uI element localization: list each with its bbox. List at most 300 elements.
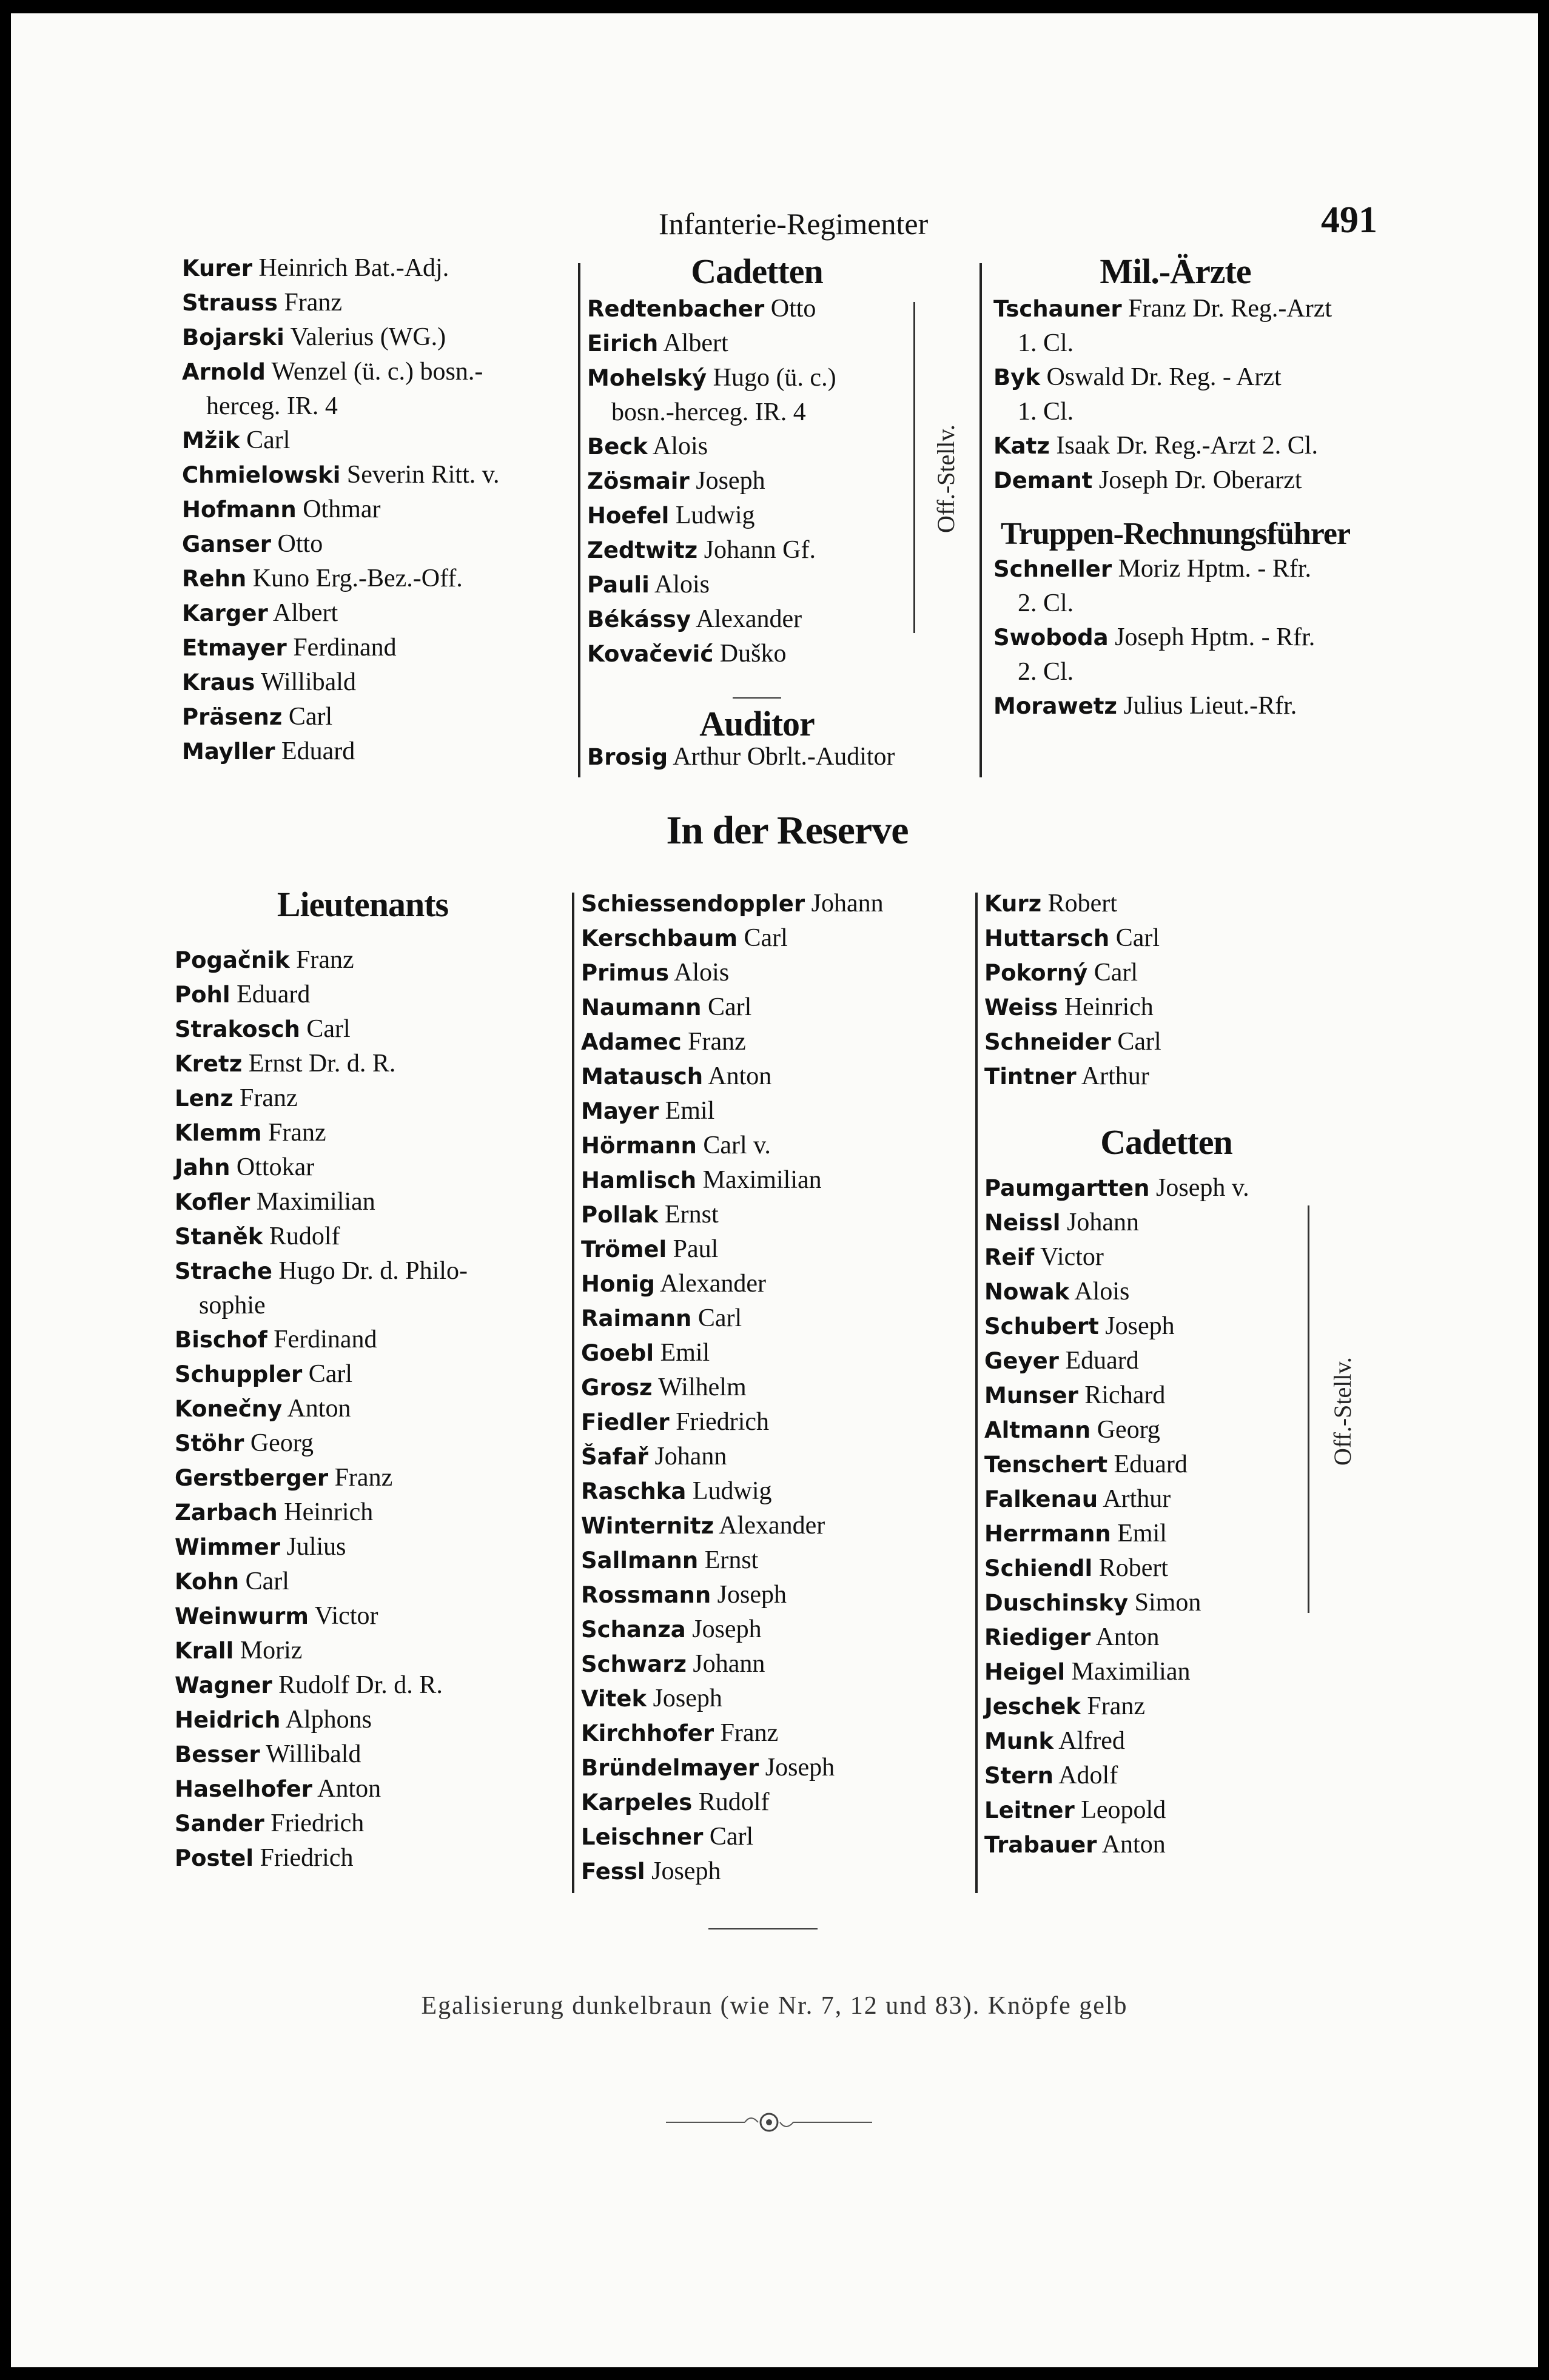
list-item xyxy=(581,1301,969,1336)
given-name: Joseph v. xyxy=(1149,1174,1249,1202)
list-item xyxy=(581,1232,969,1267)
reserve-lieutenants-column xyxy=(175,884,575,1876)
surname: Jahn xyxy=(175,1155,230,1181)
list-item xyxy=(581,1059,969,1094)
given-name: Richard xyxy=(1078,1381,1166,1409)
list-item xyxy=(984,1025,1397,1059)
list-item xyxy=(182,458,582,492)
given-name: Arthur xyxy=(1076,1062,1149,1090)
continuation: 1. Cl. xyxy=(1018,329,1074,357)
list-item xyxy=(182,355,582,423)
list-item xyxy=(984,1689,1397,1724)
list-item xyxy=(587,361,951,429)
given-name: Albert xyxy=(658,329,728,357)
given-name: Alexander xyxy=(714,1512,825,1540)
given-name: Duško xyxy=(713,640,787,668)
given-name: Robert xyxy=(1041,890,1117,917)
given-name: Carl xyxy=(1111,1028,1161,1056)
given-name: Rudolf Dr. d. R. xyxy=(272,1671,443,1699)
surname: Stöhr xyxy=(175,1430,244,1456)
surname: Byk xyxy=(993,364,1040,391)
list-item xyxy=(587,568,951,602)
surname: Šafař xyxy=(581,1444,648,1470)
list-item xyxy=(581,1267,969,1301)
given-name: Maximilian xyxy=(250,1188,375,1216)
given-name: Joseph xyxy=(645,1857,721,1885)
surname: Schiessendoppler xyxy=(581,891,805,917)
given-name: Carl xyxy=(282,703,333,731)
list-item xyxy=(581,921,969,956)
list-item xyxy=(581,1094,969,1128)
running-header: Infanterie-Regimenter xyxy=(659,207,929,241)
list-item xyxy=(175,1737,575,1772)
given-name: Otto xyxy=(271,530,323,558)
column-divider xyxy=(979,263,982,777)
surname: Huttarsch xyxy=(984,925,1110,951)
given-name: Georg xyxy=(244,1429,314,1457)
list-item xyxy=(984,1586,1397,1620)
list-item xyxy=(581,1025,969,1059)
list-item xyxy=(581,1820,969,1854)
given-name: Johann xyxy=(648,1443,727,1470)
surname: Primus xyxy=(581,960,669,986)
given-name: Ferdinand xyxy=(286,634,397,662)
surname: Karpeles xyxy=(581,1789,693,1815)
list-item xyxy=(587,637,951,671)
given-name: Carl xyxy=(691,1304,742,1332)
given-name: Franz xyxy=(1080,1692,1145,1720)
list-item xyxy=(182,527,582,561)
given-name: Victor xyxy=(1034,1243,1104,1271)
officers-column xyxy=(182,251,582,769)
given-name: Valerius (WG.) xyxy=(284,323,446,351)
surname: Paumgartten xyxy=(984,1175,1150,1201)
list-item xyxy=(984,956,1397,990)
surname: Wimmer xyxy=(175,1534,280,1560)
given-name: Carl xyxy=(701,993,752,1021)
given-name: Alois xyxy=(668,959,730,987)
surname: Etmayer xyxy=(182,635,287,661)
given-name: Eduard xyxy=(230,980,311,1008)
surname: Mayer xyxy=(581,1098,659,1124)
given-name: Ottokar xyxy=(230,1153,315,1181)
list-item xyxy=(581,1405,969,1440)
surname: Hörmann xyxy=(581,1133,697,1159)
given-name: Alois xyxy=(647,432,708,460)
given-name: Friedrich xyxy=(254,1844,354,1872)
list-item xyxy=(581,990,969,1025)
given-name: Wilhelm xyxy=(652,1373,747,1401)
continuation: 1. Cl. xyxy=(1018,398,1074,426)
given-name: Julius Lieut.-Rfr. xyxy=(1117,692,1297,720)
accountants-list xyxy=(993,552,1382,723)
given-name: Maximilian xyxy=(1065,1658,1191,1686)
given-name: Emil xyxy=(1111,1520,1167,1547)
auditor-heading: Auditor xyxy=(699,704,815,743)
surname: Trabauer xyxy=(984,1832,1097,1858)
continuation: sophie xyxy=(199,1292,266,1319)
list-item xyxy=(984,1309,1397,1344)
given-name: Georg xyxy=(1090,1416,1160,1444)
continuation: herceg. IR. 4 xyxy=(206,392,338,420)
given-name: Carl v. xyxy=(696,1131,771,1159)
surname: Ganser xyxy=(182,531,272,557)
surname: Kurz xyxy=(984,891,1042,917)
list-item xyxy=(182,561,582,596)
surname: Pogačnik xyxy=(175,947,290,973)
list-item xyxy=(587,498,951,533)
given-name: Othmar xyxy=(296,495,381,523)
surname: Zösmair xyxy=(587,468,690,494)
surname: Chmielowski xyxy=(182,462,341,488)
given-name: Willibald xyxy=(255,668,356,696)
given-name: Victor xyxy=(308,1602,378,1630)
surname: Präsenz xyxy=(182,704,283,730)
surname: Staněk xyxy=(175,1224,263,1250)
surname: Riediger xyxy=(984,1624,1091,1651)
surname: Schiendl xyxy=(984,1555,1093,1581)
page xyxy=(11,13,1538,2367)
list-item xyxy=(984,1171,1397,1205)
list-item xyxy=(581,1716,969,1751)
doctors-column xyxy=(993,251,1382,723)
list-item xyxy=(182,596,582,631)
offstellv-bracket xyxy=(1295,1205,1309,1613)
given-name: Joseph xyxy=(759,1754,835,1782)
surname: Stern xyxy=(984,1763,1054,1789)
given-name: Franz xyxy=(233,1084,298,1112)
reserve-column-3-list xyxy=(984,887,1397,1094)
surname: Leischner xyxy=(581,1824,704,1850)
given-name: Rudolf xyxy=(692,1788,770,1816)
list-item xyxy=(175,1392,575,1426)
surname: Winternitz xyxy=(581,1513,714,1539)
surname: Pollak xyxy=(581,1202,659,1228)
list-item xyxy=(587,326,951,361)
given-name: Heinrich Bat.-Adj. xyxy=(252,254,449,282)
surname: Demant xyxy=(993,468,1093,494)
cadets-list xyxy=(587,292,951,671)
given-name: Anton xyxy=(1097,1831,1166,1859)
list-item xyxy=(581,1854,969,1889)
surname: Munser xyxy=(984,1383,1078,1409)
continuation: 2. Cl. xyxy=(1018,658,1074,686)
surname: Kerschbaum xyxy=(581,925,738,951)
surname: Weiss xyxy=(984,994,1058,1021)
footer-rule xyxy=(708,1928,818,1929)
reserve-heading: In der Reserve xyxy=(666,808,909,853)
list-item xyxy=(175,1564,575,1599)
given-name: Ernst xyxy=(658,1201,719,1229)
list-item xyxy=(993,429,1382,463)
given-name: Ludwig xyxy=(669,501,755,529)
given-name: Emil xyxy=(654,1339,710,1367)
lieutenants-list xyxy=(175,943,575,1876)
surname: Tintner xyxy=(984,1064,1077,1090)
list-item xyxy=(175,1150,575,1185)
given-name: Carl xyxy=(239,1567,289,1595)
given-name: Alphons xyxy=(280,1706,372,1734)
given-name: Simon xyxy=(1128,1589,1201,1617)
surname: Pokorný xyxy=(984,960,1088,986)
surname: Kurer xyxy=(182,255,252,281)
list-item xyxy=(182,734,582,769)
list-item xyxy=(581,1163,969,1198)
list-item xyxy=(984,1793,1397,1828)
surname: Fessl xyxy=(581,1859,645,1885)
given-name: Johann Gf. xyxy=(697,536,816,564)
list-item xyxy=(587,464,951,498)
list-item xyxy=(182,320,582,355)
given-name: Hugo (ü. c.) xyxy=(707,364,836,392)
given-name: Adolf xyxy=(1053,1762,1118,1789)
list-item xyxy=(984,1655,1397,1689)
given-name: Alexander xyxy=(654,1270,766,1298)
cadets-heading: Cadetten xyxy=(691,252,823,291)
given-name: Carl xyxy=(1087,959,1138,987)
given-name: Carl xyxy=(1109,924,1160,952)
surname: Rehn xyxy=(182,566,247,592)
list-item xyxy=(175,943,575,977)
list-item xyxy=(175,1081,575,1116)
list-item xyxy=(993,292,1382,360)
surname: Postel xyxy=(175,1845,254,1871)
column-divider xyxy=(578,263,580,777)
list-item xyxy=(581,1336,969,1370)
surname: Mayller xyxy=(182,739,275,765)
given-name: Friedrich xyxy=(669,1408,770,1436)
list-item xyxy=(581,1543,969,1578)
list-item xyxy=(984,1828,1397,1862)
surname: Adamec xyxy=(581,1029,682,1055)
list-item xyxy=(993,552,1382,620)
surname: Strache xyxy=(175,1258,272,1284)
list-item xyxy=(587,292,951,326)
surname: Reif xyxy=(984,1244,1035,1270)
list-item xyxy=(984,1517,1397,1551)
surname: Matausch xyxy=(581,1064,704,1090)
surname: Tschauner xyxy=(993,296,1122,322)
surname: Duschinsky xyxy=(984,1590,1129,1616)
given-name: Joseph xyxy=(685,1615,762,1643)
lieutenants-heading: Lieutenants xyxy=(277,885,449,924)
list-item xyxy=(581,956,969,990)
surname: Naumann xyxy=(581,994,702,1021)
given-name: Arthur Obrlt.-Auditor xyxy=(668,743,895,771)
given-name: Franz xyxy=(289,946,354,974)
surname: Kohn xyxy=(175,1569,240,1595)
list-item xyxy=(175,1599,575,1634)
given-name: Heinrich xyxy=(277,1498,374,1526)
given-name: Joseph Hptm. - Rfr. xyxy=(1108,623,1315,651)
surname: Vitek xyxy=(581,1686,647,1712)
footer-note: Egalisierung dunkelbraun (wie Nr. 7, 12 und 83). Knöpfe gelb xyxy=(421,1992,1128,2020)
given-name: Rudolf xyxy=(263,1222,340,1250)
given-name: Otto xyxy=(764,295,816,323)
section-rule xyxy=(733,697,781,699)
list-item xyxy=(175,1495,575,1530)
given-name: Anton xyxy=(703,1062,772,1090)
surname: Besser xyxy=(175,1741,260,1768)
surname: Sander xyxy=(175,1811,264,1837)
surname: Falkenau xyxy=(984,1486,1098,1512)
given-name: Kuno Erg.-Bez.-Off. xyxy=(246,565,463,592)
surname: Heigel xyxy=(984,1659,1066,1685)
surname: Herrmann xyxy=(984,1521,1111,1547)
surname: Goebl xyxy=(581,1340,654,1366)
surname: Krall xyxy=(175,1638,234,1664)
surname: Kovačević xyxy=(587,641,714,667)
list-item xyxy=(984,1205,1397,1240)
reserve-column-2 xyxy=(581,887,969,1889)
surname: Munk xyxy=(984,1728,1054,1754)
given-name: Alexander xyxy=(691,605,802,633)
given-name: Carl xyxy=(738,924,788,952)
offstellv-label: Off.-Stellv. xyxy=(932,424,959,533)
list-item xyxy=(587,602,951,637)
given-name: Johann xyxy=(1060,1208,1139,1236)
given-name: Carl xyxy=(302,1360,353,1388)
list-item xyxy=(984,990,1397,1025)
surname: Schwarz xyxy=(581,1651,687,1677)
surname: Schneller xyxy=(993,556,1112,582)
list-item xyxy=(993,689,1382,723)
list-item xyxy=(581,1370,969,1405)
doctors-heading: Mil.-Ärzte xyxy=(1100,252,1251,291)
surname: Katz xyxy=(993,433,1050,459)
given-name: Franz xyxy=(277,289,343,317)
given-name: Wenzel (ü. c.) bosn.- xyxy=(265,358,483,386)
surname: Tenschert xyxy=(984,1452,1108,1478)
list-item xyxy=(175,1426,575,1461)
given-name: Isaak Dr. Reg.-Arzt 2. Cl. xyxy=(1049,432,1318,460)
surname: Hamlisch xyxy=(581,1167,697,1193)
list-item xyxy=(581,1578,969,1612)
surname: Raimann xyxy=(581,1306,692,1332)
list-item xyxy=(581,1681,969,1716)
surname: Eirich xyxy=(587,330,659,357)
surname: Raschka xyxy=(581,1478,687,1504)
surname: Trömel xyxy=(581,1236,667,1262)
given-name: Franz xyxy=(261,1119,326,1147)
continuation: 2. Cl. xyxy=(1018,589,1074,617)
surname: Kirchhofer xyxy=(581,1720,714,1746)
list-item xyxy=(587,533,951,568)
column-divider xyxy=(975,893,978,1893)
surname: Klemm xyxy=(175,1120,262,1146)
surname: Sallmann xyxy=(581,1547,699,1574)
surname: Strakosch xyxy=(175,1016,300,1042)
page-number: 491 xyxy=(1321,199,1377,241)
given-name: Ernst Dr. d. R. xyxy=(242,1050,396,1078)
list-item xyxy=(984,921,1397,956)
surname: Mžik xyxy=(182,427,240,454)
given-name: Joseph xyxy=(689,467,765,495)
given-name: Paul xyxy=(667,1235,719,1263)
surname: Zedtwitz xyxy=(587,537,698,563)
given-name: Anton xyxy=(312,1775,381,1803)
surname: Békássy xyxy=(587,606,691,632)
surname: Karger xyxy=(182,600,268,626)
surname: Schubert xyxy=(984,1313,1099,1339)
given-name: Heinrich xyxy=(1058,993,1154,1021)
given-name: Albert xyxy=(267,599,338,627)
surname: Arnold xyxy=(182,359,266,385)
surname: Pauli xyxy=(587,572,650,598)
surname: Rossmann xyxy=(581,1582,711,1608)
given-name: Friedrich xyxy=(264,1809,365,1837)
surname: Schneider xyxy=(984,1029,1111,1055)
list-item xyxy=(182,251,582,286)
surname: Schuppler xyxy=(175,1361,303,1387)
list-item xyxy=(175,1012,575,1047)
list-item xyxy=(581,1647,969,1681)
given-name: Hugo Dr. d. Philo- xyxy=(272,1257,468,1285)
list-item xyxy=(175,1530,575,1564)
offstellv-bracket xyxy=(901,302,915,633)
list-item xyxy=(984,1059,1397,1094)
surname: Schanza xyxy=(581,1617,686,1643)
surname: Swoboda xyxy=(993,625,1109,651)
given-name: Carl xyxy=(240,426,291,454)
surname: Redtenbacher xyxy=(587,296,765,322)
given-name: Franz xyxy=(681,1028,746,1056)
list-item xyxy=(984,1275,1397,1309)
list-item xyxy=(175,1185,575,1219)
given-name: Joseph xyxy=(647,1684,722,1712)
given-name: Willibald xyxy=(260,1740,361,1768)
list-item xyxy=(581,1474,969,1509)
surname: Gerstberger xyxy=(175,1465,329,1491)
given-name: Eduard xyxy=(275,737,355,765)
surname: Altmann xyxy=(984,1417,1091,1443)
list-item xyxy=(182,700,582,734)
given-name: Maximilian xyxy=(696,1166,822,1194)
list-item xyxy=(175,1806,575,1841)
surname: Jeschek xyxy=(984,1694,1081,1720)
reserve-cadets-list xyxy=(984,1171,1397,1862)
surname: Bischof xyxy=(175,1327,267,1353)
list-item xyxy=(175,1116,575,1150)
list-item xyxy=(182,492,582,527)
surname: Bojarski xyxy=(182,324,284,350)
column-divider xyxy=(572,893,574,1893)
given-name: Moriz xyxy=(234,1637,303,1664)
reserve-cadets-heading: Cadetten xyxy=(1100,1122,1232,1162)
given-name: Leopold xyxy=(1074,1796,1166,1824)
list-item xyxy=(984,1758,1397,1793)
list-item xyxy=(581,887,969,921)
surname: Konečny xyxy=(175,1396,283,1422)
surname: Leitner xyxy=(984,1797,1075,1823)
ornament-icon xyxy=(666,2110,872,2134)
given-name: Emil xyxy=(659,1097,715,1125)
surname: Geyer xyxy=(984,1348,1059,1374)
surname: Zarbach xyxy=(175,1500,278,1526)
given-name: Anton xyxy=(1090,1623,1160,1651)
given-name: Joseph xyxy=(1098,1312,1175,1340)
surname: Honig xyxy=(581,1271,655,1297)
given-name: Severin Ritt. v. xyxy=(340,461,500,489)
given-name: Johann xyxy=(805,890,884,917)
list-item xyxy=(175,977,575,1012)
list-item xyxy=(984,1724,1397,1758)
given-name: Eduard xyxy=(1058,1347,1139,1375)
list-item xyxy=(581,1785,969,1820)
list-item xyxy=(175,1634,575,1668)
list-item xyxy=(993,620,1382,689)
given-name: Alfred xyxy=(1053,1727,1125,1755)
